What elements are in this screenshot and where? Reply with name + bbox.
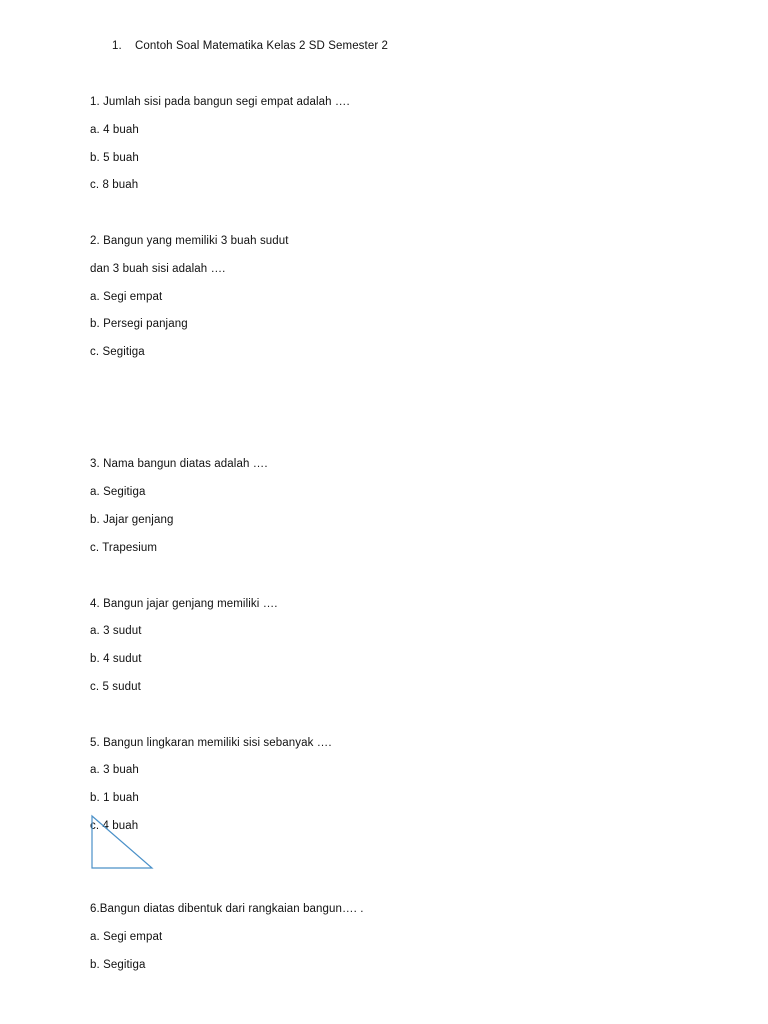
question-3-option-a: a. Segitiga	[90, 486, 146, 498]
question-3-option-b: b. Jajar genjang	[90, 514, 174, 526]
question-4-option-a: a. 3 sudut	[90, 625, 142, 637]
question-4-option-b: b. 4 sudut	[90, 653, 142, 665]
question-4-option-c: c. 5 sudut	[90, 681, 141, 693]
question-1-option-a: a. 4 buah	[90, 124, 139, 136]
heading-text: Contoh Soal Matematika Kelas 2 SD Semester 2	[135, 40, 389, 52]
question-1-text: 1. Jumlah sisi pada bangun segi empat adalah ….	[90, 96, 350, 108]
heading-number: 1.	[112, 40, 122, 52]
triangle-outline	[92, 816, 152, 868]
question-5-option-c: c. 4 buah	[90, 820, 139, 832]
question-5-text: 5. Bangun lingkaran memiliki sisi sebanyak ….	[90, 737, 332, 749]
question-2-option-a: a. Segi empat	[90, 291, 163, 303]
question-6-text: 6.Bangun diatas dibentuk dari rangkaian bangun…. .	[90, 903, 364, 915]
question-2-option-b: b. Persegi panjang	[90, 318, 188, 330]
question-3-text: 3. Nama bangun diatas adalah ….	[90, 458, 268, 470]
question-2-text-line-2: dan 3 buah sisi adalah ….	[90, 263, 226, 275]
question-2-option-c: c. Segitiga	[90, 346, 145, 358]
question-1-option-c: c. 8 buah	[90, 179, 139, 191]
question-5-option-a: a. 3 buah	[90, 764, 139, 776]
document-heading	[112, 39, 388, 53]
question-6-option-b: b. Segitiga	[90, 959, 146, 971]
question-1-option-b: b. 5 buah	[90, 152, 139, 164]
question-3-option-c: c. Trapesium	[90, 542, 158, 554]
question-4-text: 4. Bangun jajar genjang memiliki ….	[90, 598, 278, 610]
question-6-option-a: a. Segi empat	[90, 931, 163, 943]
question-5-option-b: b. 1 buah	[90, 792, 139, 804]
right-triangle-figure	[90, 814, 154, 870]
question-2-text-line-1: 2. Bangun yang memiliki 3 buah sudut	[90, 235, 289, 247]
